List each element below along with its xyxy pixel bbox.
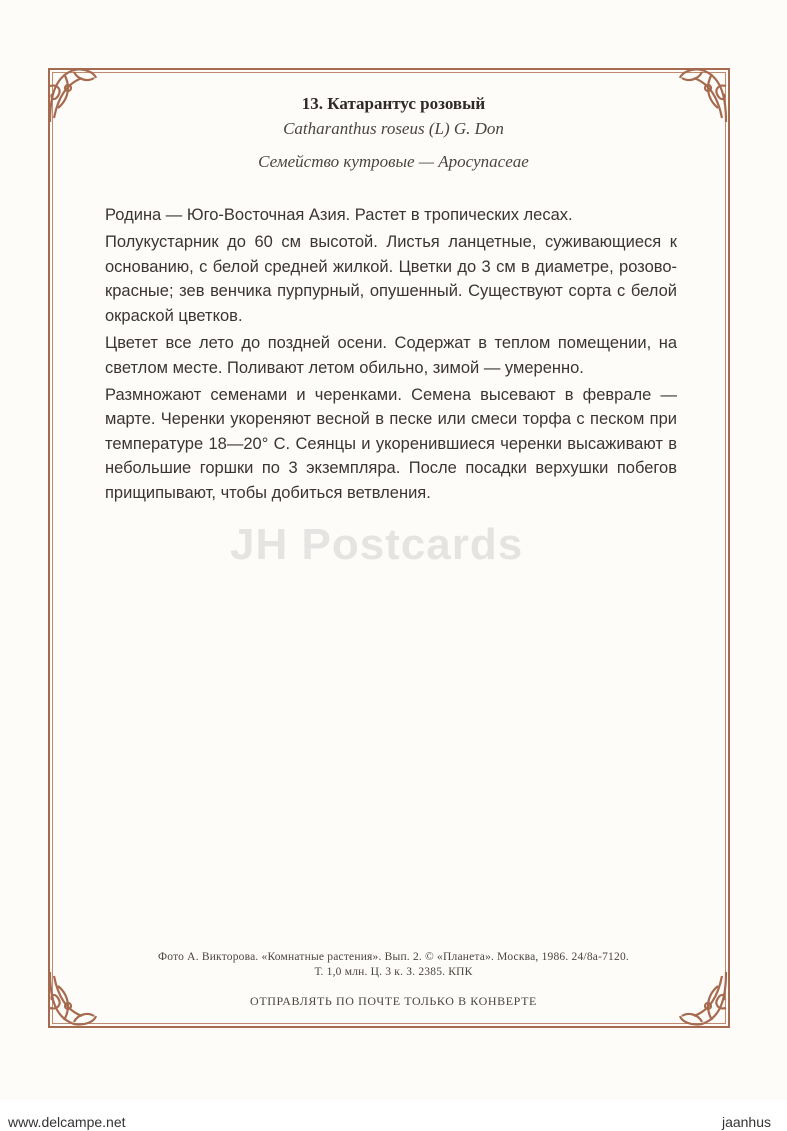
footer-site-link[interactable]: www.delcampe.net	[8, 1114, 126, 1130]
watermark: JH Postcards	[230, 520, 524, 569]
imprint-line-1: Фото А. Викторова. «Комнатные растения». Вып. 2. © «Планета». Москва, 1986. 24/8а-7120.	[158, 951, 629, 963]
paragraph-description: Полукустарник до 60 см высотой. Листья ланцетные, суживающиеся к основанию, с белой средней жилкой. Цветки до 3 см в диаметре, розово-красные; зев венчика пурпурный, опушенный. Существуют сорта с белой окраской цветков.	[105, 233, 677, 325]
imprint	[0, 950, 787, 980]
imprint-line-2: Т. 1,0 млн. Ц. 3 к. З. 2385. КПК	[314, 966, 473, 978]
mail-notice: ОТПРАВЛЯТЬ ПО ПОЧТЕ ТОЛЬКО В КОНВЕРТЕ	[250, 994, 537, 1008]
paragraph-origin: Родина — Юго-Восточная Азия. Растет в тропических лесах.	[105, 206, 573, 224]
paragraph-care: Цветет все лето до поздней осени. Содержат в теплом помещении, на светлом месте. Поливают летом обильно, зимой — умеренно.	[105, 333, 677, 377]
footer-bar	[0, 1100, 787, 1131]
footer-seller-name[interactable]: jaanhus	[721, 1114, 771, 1130]
plant-title: 13. Катарантус розовый	[301, 94, 486, 113]
paragraph-propagation: Размножают семенами и черенками. Семена высевают в феврале — марте. Черенки укореняют весной в песке или смеси торфа с песком при температуре 18—20° С. Сеянцы и укоренившиеся черенки высаживают в небольшие горшки по 3 экземпляра. После посадки верхушки побегов прищипывают, чтобы добиться ветвления.	[105, 385, 677, 503]
description-body	[105, 203, 677, 508]
latin-name: Catharanthus roseus (L) G. Don	[283, 119, 504, 138]
plant-family: Семейство кутровые — Apocynaceae	[258, 152, 529, 171]
